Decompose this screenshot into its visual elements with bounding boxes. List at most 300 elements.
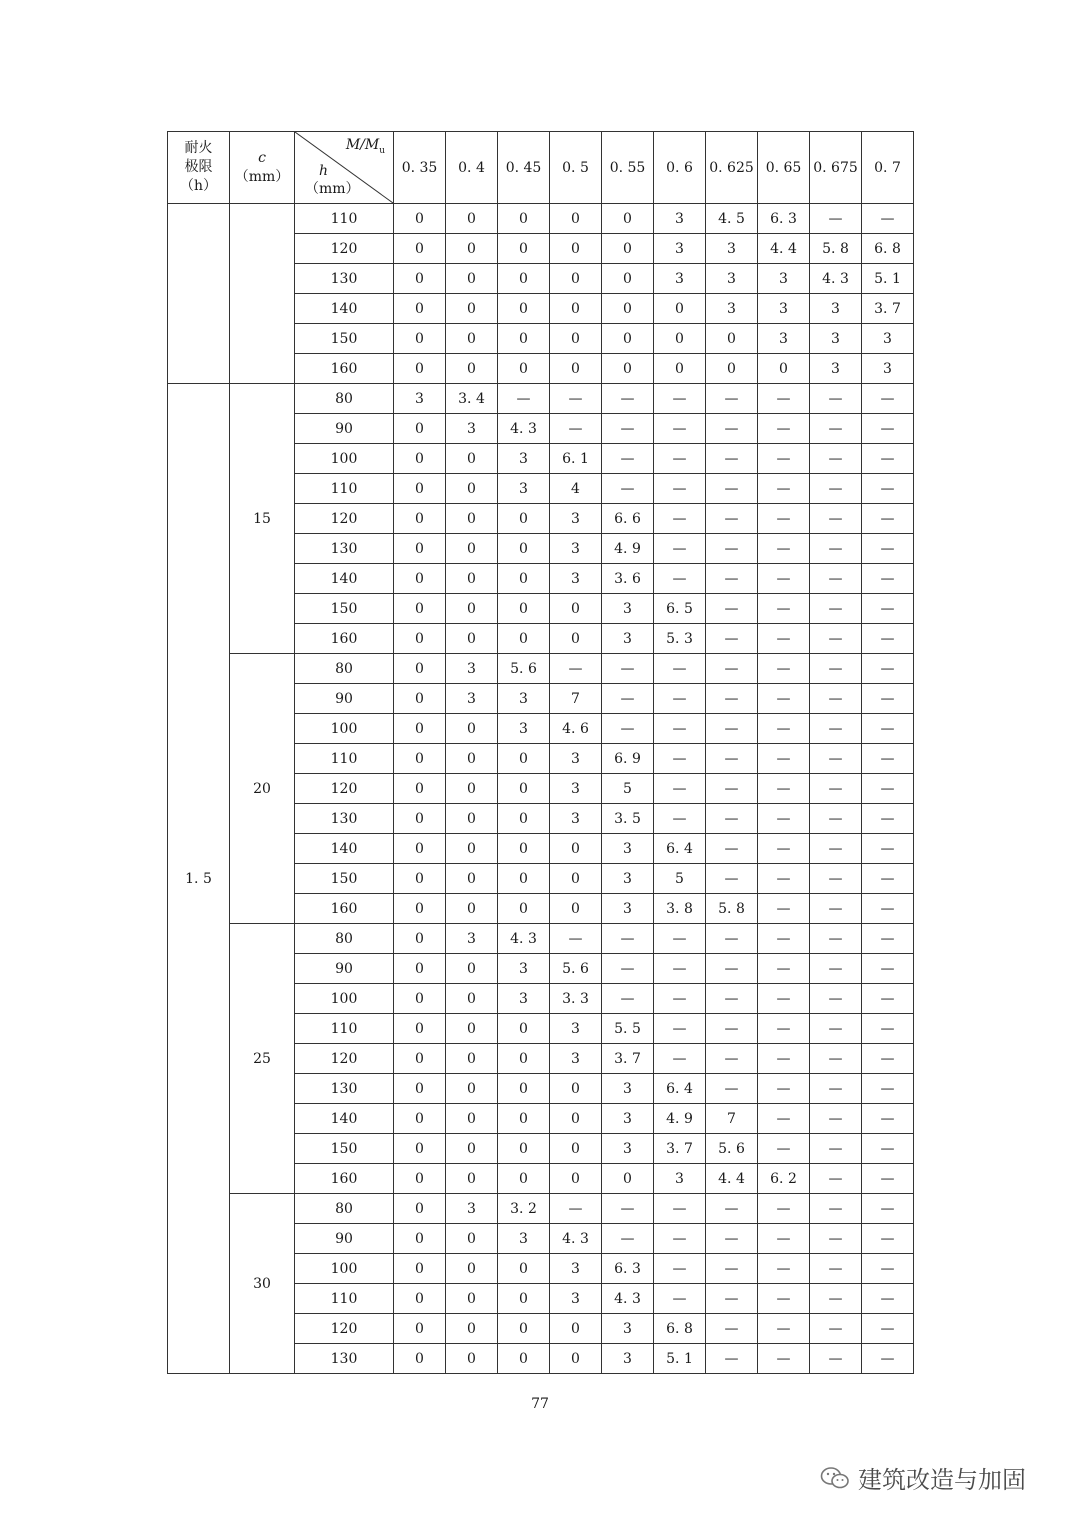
value-cell: — <box>706 1284 758 1314</box>
height-cell: 120 <box>295 1044 394 1074</box>
value-cell: 3. 5 <box>602 804 654 834</box>
value-cell: — <box>602 1224 654 1254</box>
wechat-icon <box>820 1466 850 1490</box>
value-cell: 0 <box>550 1344 602 1374</box>
value-cell: — <box>654 804 706 834</box>
value-cell: — <box>706 684 758 714</box>
value-cell: 0 <box>446 204 498 234</box>
value-cell: 5. 5 <box>602 1014 654 1044</box>
value-cell: — <box>862 984 914 1014</box>
value-cell: — <box>810 744 862 774</box>
value-cell: — <box>550 1194 602 1224</box>
height-cell: 80 <box>295 384 394 414</box>
value-cell: — <box>654 744 706 774</box>
value-cell: 0 <box>446 984 498 1014</box>
height-cell: 110 <box>295 474 394 504</box>
value-cell: 6. 2 <box>758 1164 810 1194</box>
cover-cell <box>230 204 295 384</box>
value-cell: — <box>862 1284 914 1314</box>
height-cell: 160 <box>295 624 394 654</box>
value-cell: 0 <box>394 264 446 294</box>
height-cell: 90 <box>295 1224 394 1254</box>
value-cell: — <box>602 714 654 744</box>
value-cell: 3 <box>498 714 550 744</box>
height-cell: 160 <box>295 894 394 924</box>
value-cell: — <box>550 384 602 414</box>
value-cell: — <box>654 714 706 744</box>
value-cell: 0 <box>654 324 706 354</box>
value-cell: 0 <box>446 594 498 624</box>
value-cell: — <box>758 864 810 894</box>
value-cell: 0 <box>706 354 758 384</box>
value-cell: 0 <box>446 744 498 774</box>
value-cell: 4. 3 <box>498 414 550 444</box>
value-cell: — <box>810 534 862 564</box>
value-cell: 0 <box>394 744 446 774</box>
value-cell: — <box>758 924 810 954</box>
value-cell: 4. 5 <box>706 204 758 234</box>
value-cell: — <box>810 1104 862 1134</box>
value-cell: 0 <box>498 744 550 774</box>
value-cell: 0 <box>602 294 654 324</box>
value-cell: 0 <box>446 294 498 324</box>
value-cell: — <box>758 1254 810 1284</box>
value-cell: — <box>810 444 862 474</box>
value-cell: 3 <box>758 294 810 324</box>
value-cell: 6. 9 <box>602 744 654 774</box>
value-cell: 0 <box>394 1164 446 1194</box>
value-cell: 0 <box>394 684 446 714</box>
value-cell: — <box>862 654 914 684</box>
height-cell: 80 <box>295 1194 394 1224</box>
height-cell: 100 <box>295 714 394 744</box>
value-cell: 0 <box>446 354 498 384</box>
height-cell: 130 <box>295 1344 394 1374</box>
value-cell: — <box>810 1134 862 1164</box>
value-cell: 0 <box>446 504 498 534</box>
value-cell: — <box>862 414 914 444</box>
value-cell: 0 <box>446 1224 498 1254</box>
value-cell: — <box>862 774 914 804</box>
value-cell: — <box>654 564 706 594</box>
value-cell: — <box>654 1044 706 1074</box>
value-cell: — <box>810 954 862 984</box>
value-cell: 0 <box>394 1344 446 1374</box>
value-cell: — <box>602 924 654 954</box>
height-cell: 90 <box>295 954 394 984</box>
value-cell: — <box>862 834 914 864</box>
value-cell: — <box>706 984 758 1014</box>
value-cell: 0 <box>394 834 446 864</box>
value-cell: — <box>654 984 706 1014</box>
value-cell: 5 <box>602 774 654 804</box>
value-cell: 0 <box>446 624 498 654</box>
value-cell: 0 <box>550 234 602 264</box>
value-cell: 6. 1 <box>550 444 602 474</box>
value-cell: — <box>706 954 758 984</box>
value-cell: 3 <box>550 774 602 804</box>
fire-limit-line-1: 耐火 <box>184 140 213 156</box>
value-cell: 4. 6 <box>550 714 602 744</box>
value-cell: — <box>862 714 914 744</box>
value-cell: 0 <box>394 1134 446 1164</box>
value-cell: 0 <box>550 624 602 654</box>
value-cell: — <box>758 744 810 774</box>
value-cell: 0 <box>550 204 602 234</box>
height-cell: 90 <box>295 414 394 444</box>
value-cell: 0 <box>654 294 706 324</box>
value-cell: — <box>758 534 810 564</box>
value-cell: 4. 4 <box>758 234 810 264</box>
value-cell: — <box>810 654 862 684</box>
value-cell: 5. 6 <box>706 1134 758 1164</box>
cover-label: c <box>258 149 266 166</box>
value-cell: — <box>810 714 862 744</box>
value-cell: — <box>498 384 550 414</box>
value-cell: — <box>758 474 810 504</box>
value-cell: 3 <box>602 624 654 654</box>
value-cell: 3 <box>758 324 810 354</box>
value-cell: 0 <box>498 1104 550 1134</box>
value-cell: 3 <box>758 264 810 294</box>
height-cell: 110 <box>295 204 394 234</box>
value-cell: 0 <box>394 1314 446 1344</box>
value-cell: — <box>706 1044 758 1074</box>
value-cell: 0 <box>498 504 550 534</box>
value-cell: — <box>706 804 758 834</box>
value-cell: — <box>810 804 862 834</box>
value-cell: — <box>706 864 758 894</box>
value-cell: — <box>758 1224 810 1254</box>
value-cell: 4. 9 <box>654 1104 706 1134</box>
value-cell: 5. 6 <box>498 654 550 684</box>
value-cell: — <box>862 924 914 954</box>
value-cell: — <box>706 384 758 414</box>
value-cell: — <box>706 924 758 954</box>
value-cell: — <box>706 1014 758 1044</box>
value-cell: 3 <box>602 1134 654 1164</box>
value-cell: 0 <box>550 1074 602 1104</box>
value-cell: 0 <box>498 834 550 864</box>
value-cell: — <box>758 564 810 594</box>
cover-cell: 15 <box>230 384 295 654</box>
value-cell: 0 <box>394 204 446 234</box>
value-cell: 3 <box>602 894 654 924</box>
value-cell: — <box>862 1074 914 1104</box>
value-cell: — <box>706 474 758 504</box>
value-cell: — <box>706 504 758 534</box>
fire-limit-header <box>168 132 230 204</box>
fire-resistance-table <box>167 131 914 1374</box>
value-cell: — <box>706 534 758 564</box>
value-cell: — <box>654 654 706 684</box>
ratio-header: 0. 625 <box>706 132 758 204</box>
value-cell: 0 <box>394 1254 446 1284</box>
value-cell: 0 <box>446 1074 498 1104</box>
value-cell: 3. 7 <box>654 1134 706 1164</box>
table-row <box>168 924 914 954</box>
value-cell: 0 <box>498 564 550 594</box>
value-cell: — <box>862 954 914 984</box>
value-cell: 0 <box>394 1284 446 1314</box>
value-cell: 3 <box>862 354 914 384</box>
value-cell: 0 <box>394 984 446 1014</box>
value-cell: 3 <box>654 204 706 234</box>
value-cell: — <box>862 1344 914 1374</box>
value-cell: 0 <box>550 594 602 624</box>
value-cell: 0 <box>446 534 498 564</box>
ratio-header: 0. 4 <box>446 132 498 204</box>
value-cell: 3 <box>706 264 758 294</box>
value-cell: 0 <box>498 594 550 624</box>
fire-limit-line-3: （h） <box>179 178 218 194</box>
value-cell: 3 <box>498 984 550 1014</box>
value-cell: 3 <box>602 1104 654 1134</box>
value-cell: — <box>758 1014 810 1044</box>
value-cell: — <box>810 1314 862 1344</box>
height-cell: 80 <box>295 924 394 954</box>
value-cell: — <box>706 1224 758 1254</box>
height-cell: 150 <box>295 1134 394 1164</box>
value-cell: — <box>706 1254 758 1284</box>
value-cell: — <box>862 504 914 534</box>
value-cell: 5. 8 <box>706 894 758 924</box>
height-cell: 120 <box>295 504 394 534</box>
value-cell: 0 <box>446 1164 498 1194</box>
height-cell: 150 <box>295 594 394 624</box>
value-cell: — <box>810 984 862 1014</box>
value-cell: 3 <box>810 354 862 384</box>
value-cell: — <box>654 1284 706 1314</box>
value-cell: — <box>810 924 862 954</box>
value-cell: — <box>758 594 810 624</box>
value-cell: 0 <box>446 774 498 804</box>
value-cell: — <box>862 864 914 894</box>
value-cell: — <box>654 774 706 804</box>
value-cell: 0 <box>394 774 446 804</box>
value-cell: 3 <box>446 684 498 714</box>
value-cell: 0 <box>394 954 446 984</box>
value-cell: — <box>862 684 914 714</box>
value-cell: 3 <box>654 1164 706 1194</box>
value-cell: — <box>758 1194 810 1224</box>
value-cell: 3 <box>654 264 706 294</box>
value-cell: — <box>758 1284 810 1314</box>
value-cell: 3 <box>602 834 654 864</box>
value-cell: 0 <box>498 534 550 564</box>
value-cell: 5. 6 <box>550 954 602 984</box>
watermark <box>820 1460 1026 1495</box>
value-cell: — <box>810 1014 862 1044</box>
value-cell: 0 <box>550 324 602 354</box>
value-cell: 0 <box>446 1344 498 1374</box>
value-cell: 0 <box>394 714 446 744</box>
value-cell: 0 <box>498 774 550 804</box>
value-cell: 0 <box>394 1224 446 1254</box>
value-cell: — <box>706 714 758 744</box>
value-cell: 0 <box>602 324 654 354</box>
value-cell: — <box>862 1314 914 1344</box>
value-cell: — <box>862 474 914 504</box>
value-cell: 6. 5 <box>654 594 706 624</box>
value-cell: 5 <box>654 864 706 894</box>
value-cell: — <box>810 474 862 504</box>
value-cell: 0 <box>602 1164 654 1194</box>
value-cell: — <box>758 1314 810 1344</box>
value-cell: 0 <box>498 1314 550 1344</box>
value-cell: — <box>758 984 810 1014</box>
value-cell: — <box>758 384 810 414</box>
height-cell: 110 <box>295 744 394 774</box>
value-cell: — <box>758 1044 810 1074</box>
value-cell: — <box>654 474 706 504</box>
value-cell: — <box>758 414 810 444</box>
value-cell: 3. 7 <box>862 294 914 324</box>
value-cell: 0 <box>394 564 446 594</box>
value-cell: 0 <box>550 1164 602 1194</box>
value-cell: 3 <box>550 564 602 594</box>
value-cell: 0 <box>394 444 446 474</box>
height-cell: 130 <box>295 534 394 564</box>
ratio-header: 0. 65 <box>758 132 810 204</box>
height-cell: 80 <box>295 654 394 684</box>
value-cell: — <box>810 384 862 414</box>
height-cell: 150 <box>295 864 394 894</box>
value-cell: — <box>706 744 758 774</box>
value-cell: 5. 1 <box>862 264 914 294</box>
value-cell: 3 <box>446 1194 498 1224</box>
value-cell: 4. 3 <box>602 1284 654 1314</box>
value-cell: 0 <box>446 1284 498 1314</box>
value-cell: — <box>810 564 862 594</box>
value-cell: 0 <box>498 324 550 354</box>
value-cell: 5. 3 <box>654 624 706 654</box>
value-cell: 3 <box>810 294 862 324</box>
value-cell: 3 <box>602 1314 654 1344</box>
table-row <box>168 654 914 684</box>
value-cell: — <box>654 954 706 984</box>
value-cell: — <box>758 804 810 834</box>
value-cell: — <box>706 1074 758 1104</box>
value-cell: — <box>862 594 914 624</box>
value-cell: 0 <box>602 204 654 234</box>
value-cell: 3 <box>550 744 602 774</box>
height-cell: 130 <box>295 264 394 294</box>
value-cell: — <box>862 1014 914 1044</box>
value-cell: — <box>758 504 810 534</box>
value-cell: 0 <box>394 1014 446 1044</box>
value-cell: 3 <box>550 1254 602 1284</box>
value-cell: 0 <box>446 1134 498 1164</box>
fire-limit-cell: 1. 5 <box>168 384 230 1374</box>
value-cell: — <box>550 924 602 954</box>
value-cell: — <box>862 534 914 564</box>
value-cell: 0 <box>550 294 602 324</box>
value-cell: — <box>706 414 758 444</box>
cover-cell: 30 <box>230 1194 295 1374</box>
height-cell: 140 <box>295 294 394 324</box>
value-cell: 0 <box>498 264 550 294</box>
value-cell: — <box>758 624 810 654</box>
value-cell: 3. 4 <box>446 384 498 414</box>
height-cell: 100 <box>295 984 394 1014</box>
value-cell: — <box>706 624 758 654</box>
value-cell: — <box>758 1074 810 1104</box>
value-cell: 0 <box>498 1134 550 1164</box>
value-cell: — <box>758 834 810 864</box>
value-cell: 3. 8 <box>654 894 706 924</box>
value-cell: — <box>810 1224 862 1254</box>
value-cell: 3 <box>394 384 446 414</box>
value-cell: 7 <box>706 1104 758 1134</box>
value-cell: — <box>810 1164 862 1194</box>
value-cell: 6. 4 <box>654 1074 706 1104</box>
value-cell: — <box>810 1284 862 1314</box>
value-cell: — <box>758 1104 810 1134</box>
ratio-header: 0. 675 <box>810 132 862 204</box>
value-cell: — <box>706 774 758 804</box>
value-cell: 0 <box>550 1104 602 1134</box>
value-cell: — <box>758 1344 810 1374</box>
value-cell: 3. 2 <box>498 1194 550 1224</box>
value-cell: 0 <box>498 1074 550 1104</box>
value-cell: 0 <box>394 354 446 384</box>
height-cell: 130 <box>295 804 394 834</box>
height-cell: 120 <box>295 1314 394 1344</box>
value-cell: 0 <box>394 654 446 684</box>
value-cell: 3 <box>706 294 758 324</box>
value-cell: 3 <box>550 804 602 834</box>
value-cell: — <box>758 444 810 474</box>
value-cell: 6. 8 <box>862 234 914 264</box>
cover-unit: （mm） <box>234 168 290 185</box>
value-cell: 0 <box>498 1014 550 1044</box>
height-cell: 110 <box>295 1284 394 1314</box>
table-row <box>168 384 914 414</box>
height-cell: 150 <box>295 324 394 354</box>
value-cell: 0 <box>446 1254 498 1284</box>
value-cell: 0 <box>498 1254 550 1284</box>
value-cell: — <box>654 1194 706 1224</box>
value-cell: 4. 9 <box>602 534 654 564</box>
value-cell: 3 <box>862 324 914 354</box>
value-cell: 0 <box>498 1044 550 1074</box>
value-cell: 0 <box>394 624 446 654</box>
value-cell: 0 <box>706 324 758 354</box>
height-cell: 100 <box>295 444 394 474</box>
value-cell: — <box>654 384 706 414</box>
value-cell: 0 <box>446 474 498 504</box>
value-cell: — <box>654 684 706 714</box>
value-cell: — <box>706 594 758 624</box>
value-cell: — <box>654 1014 706 1044</box>
value-cell: 0 <box>394 504 446 534</box>
value-cell: — <box>550 414 602 444</box>
table-row <box>168 204 914 234</box>
height-cell: 90 <box>295 684 394 714</box>
value-cell: 0 <box>394 534 446 564</box>
value-cell: 3 <box>550 1014 602 1044</box>
value-cell: — <box>758 684 810 714</box>
value-cell: — <box>706 1314 758 1344</box>
ratio-header: 0. 7 <box>862 132 914 204</box>
value-cell: 0 <box>498 1284 550 1314</box>
diagonal-header <box>295 132 394 204</box>
fire-limit-cell <box>168 204 230 384</box>
value-cell: 3. 7 <box>602 1044 654 1074</box>
value-cell: 0 <box>394 234 446 264</box>
value-cell: — <box>602 684 654 714</box>
